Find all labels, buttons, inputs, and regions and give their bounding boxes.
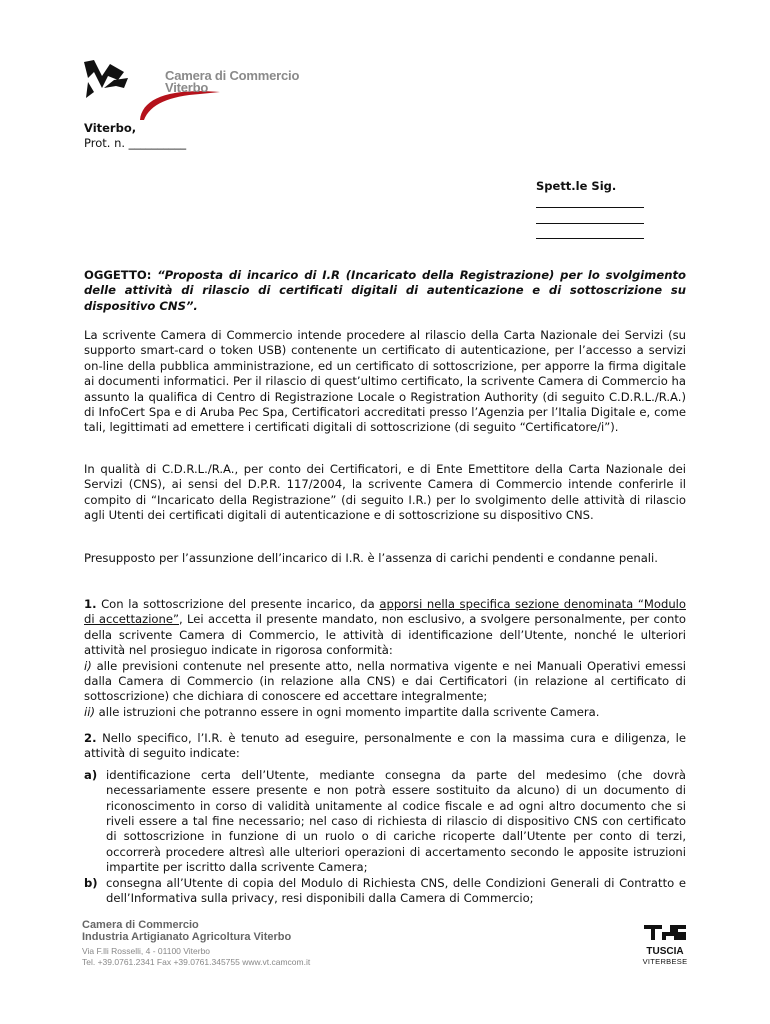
recipient-line-1: [536, 207, 644, 208]
point-1-i-label: i): [84, 658, 92, 673]
tuscia-mark-icon: [640, 922, 690, 942]
footer-address: [82, 919, 310, 968]
list-item-a-text: identificazione certa dell’Utente, mediante consegna da parte del medesimo (che dovrà necessariamente essere presente e non potrà essere sostituito da alcuno) di un documento di riconoscimento in corso di validità unitamente al codice fiscale e ad ogni altro documento che si riveli essere a tal fine necessario; nel caso di richiesta di rilascio di dispositivo CNS con certificato di sottoscrizione in funzione di un ruolo o di cariche ricoperte dall’Utente per conto di terzi, occorrerà procedere altresì alle ulteriori operazioni di accertamento secondo le apposite istruzioni impartite per iscritto dalla scrivente Camera;: [106, 767, 686, 875]
list-item-b: [84, 876, 686, 907]
footer-org-line2: Industria Artigianato Agricoltura Viterbo: [82, 931, 292, 943]
recipient-line-2: [536, 223, 644, 224]
acceptance-section-link: apporsi nella specifica sezione denominata “Modulo di accettazione”: [84, 597, 686, 627]
footer-org-line1: Camera di Commercio: [82, 919, 199, 931]
footer-contacts-line: Tel. +39.0761.2341 Fax +39.0761.345755 www.vt.camcom.it: [82, 957, 311, 967]
protocol-number: Prot. n. __________: [84, 136, 187, 150]
tuscia-subbrand: VITERBESE: [642, 957, 688, 966]
subject-text: “Proposta di incarico di I.R (Incaricato della Registrazione) per lo svolgimento delle attività di rilascio di certificati digitali di autenticazione e di sottoscrizione su dispositivo CNS”.: [84, 268, 686, 313]
point-1-number: 1.: [84, 597, 97, 611]
point-2-number: 2.: [84, 731, 97, 745]
list-item-b-text: consegna all’Utente di copia del Modulo di Richiesta CNS, delle Condizioni Generali di Contratto e dell’Informativa sulla privacy, resi disponibili dalla Camera di Commercio;: [106, 875, 686, 906]
paragraph-2: [84, 462, 686, 524]
list-item-a-label: a): [84, 767, 98, 782]
org-name-line1: Camera di Commercio: [165, 68, 300, 83]
paragraph-point-2: [84, 731, 686, 906]
paragraph-point-1: [84, 597, 686, 720]
subject-block: [84, 268, 686, 314]
recipient-label: Spett.le Sig.: [536, 179, 617, 193]
paragraph-3-text: Presupposto per l’assunzione dell’incarico di I.R. è l’assenza di carichi pendenti e condanne penali.: [84, 551, 658, 565]
point-2-text: Nello specifico, l’I.R. è tenuto ad eseguire, personalmente e con la massima cura e diligenza, le attività di seguito indicate:: [84, 731, 686, 761]
org-logo-text: [165, 70, 299, 94]
paragraph-2-text: In qualità di C.D.R.L./R.A., per conto dei Certificatori, e di Ente Emettitore della Carta Nazionale dei Servizi (CNS), ai sensi del D.P.R. 117/2004, la scrivente Camera di Commercio intende conferirle il compito di “Incaricato della Registrazione” (di seguito I.R.) per lo svolgimento delle attività di rilascio agli Utenti dei certificati digitali di autenticazione e di sottoscrizione su dispositivo CNS.: [84, 462, 686, 523]
recipient-line-3: [536, 238, 644, 239]
city-label: Viterbo,: [84, 121, 137, 135]
point-1-i-text: alle previsioni contenute nel presente atto, nella normativa vigente e nei Manuali Operativi emessi dalla Camera di Commercio (in relazione alla CNS) e dai Certificatori (in relazione al certificato di sottoscrizione) che dichiara di conoscere ed accettare integralmente;: [84, 658, 686, 704]
point-1-text-a: Con la sottoscrizione del presente incarico, da: [96, 597, 380, 611]
tuscia-brand: TUSCIA: [646, 946, 684, 957]
paragraph-1: [84, 328, 686, 436]
paragraph-1-text: La scrivente Camera di Commercio intende procedere al rilascio della Carta Nazionale dei Servizi (su supporto smart-card o token USB) contenente un certificato di autenticazione, per l’accesso a servizi on-line della pubblica amministrazione, ed un certificato di sottoscrizione, per apporre la firma digitale ai documenti informatici. Per il rilascio di quest’ultimo certificato, la scrivente Camera di Commercio ha assunto la qualifica di Centro di Registrazione Locale o Registration Authority (di seguito C.D.R.L./R.A.) di InfoCert Spa e di Aruba Pec Spa, Certificatori accreditati presso l’Agenzia per l’Italia Digitale e, come tali, legittimati ad emettere i certificati digitali di sottoscrizione (di seguito “Certificatore/i”).: [84, 328, 686, 435]
footer-address-line: Via F.lli Rosselli, 4 - 01100 Viterbo: [82, 946, 211, 956]
subject-label: OGGETTO:: [84, 268, 152, 282]
list-item-b-label: b): [84, 875, 98, 890]
tuscia-logo: [640, 922, 690, 966]
point-1-ii-label: ii): [84, 704, 95, 719]
point-1-ii-text: alle istruzioni che potranno essere in ogni momento impartite dalla scrivente Camera.: [94, 704, 600, 719]
org-name-line2: Viterbo: [165, 80, 209, 95]
list-item-a: [84, 768, 686, 876]
paragraph-3: [84, 551, 686, 566]
point-1-text-b: , Lei accetta il presente mandato, non esclusivo, a svolgere personalmente, per conto della scrivente Camera di Commercio, le attività di identificazione dell’Utente, nonché le ulteriori attività nel prosieguo indicate in rigorosa conformità:: [84, 612, 686, 658]
